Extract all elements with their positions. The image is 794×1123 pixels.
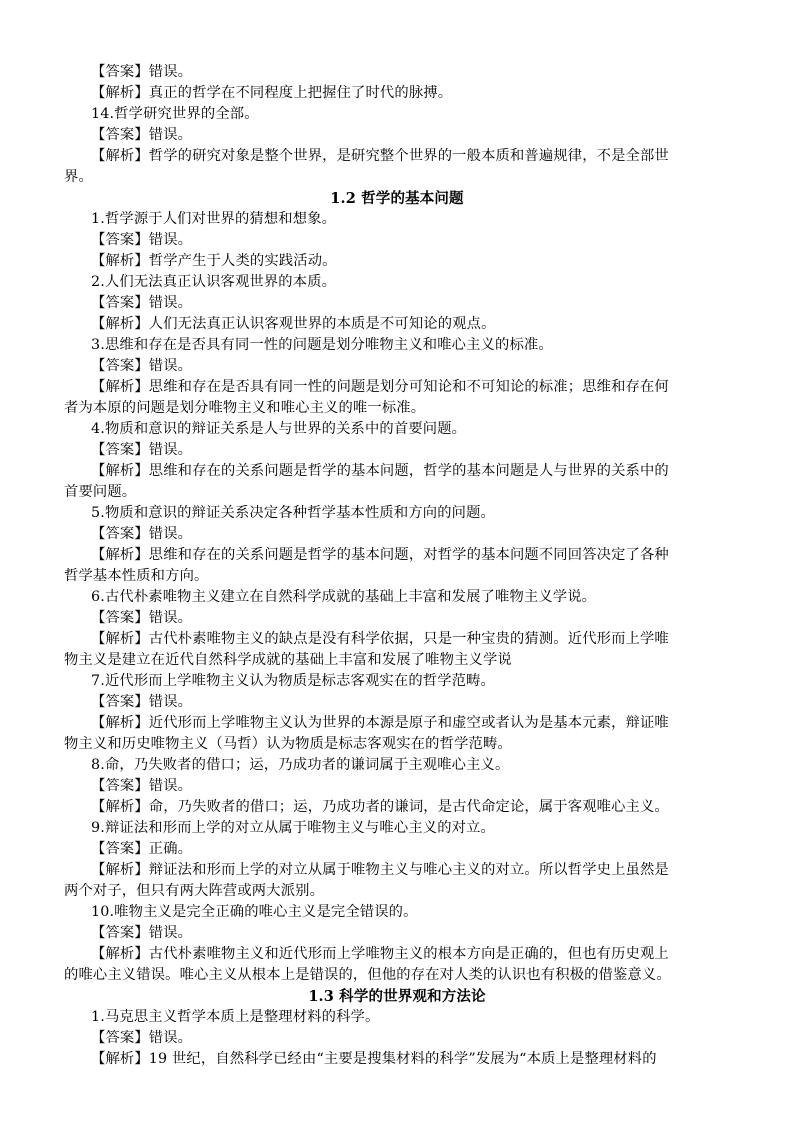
section-heading: 1.2 哲学的基本问题 xyxy=(330,190,464,207)
answer-line: 【答案】错误。 xyxy=(91,694,193,710)
question-line: 7.近代形而上学唯物主义认为物质是标志客观实在的哲学范畴。 xyxy=(91,673,496,689)
answer-line: 【答案】错误。 xyxy=(91,358,193,374)
paragraph-continuation: 两个对子，但只有两大阵营或两大派别。 xyxy=(64,883,325,899)
question-line: 3.思维和存在是否具有同一性的问题是划分唯物主义和唯心主义的标准。 xyxy=(91,337,553,353)
explanation-line: 【解析】古代朴素唯物主义的缺点是没有科学依据，只是一种宝贵的猜测。近代形而上学唯 xyxy=(91,631,669,647)
answer-line: 【答案】错误。 xyxy=(91,442,193,458)
answer-line: 【答案】错误。 xyxy=(91,64,193,80)
explanation-line: 【解析】命，乃失败者的借口；运，乃成功者的谦词，是古代命定论，属于客观唯心主义。 xyxy=(91,799,669,815)
explanation-line: 【解析】古代朴素唯物主义和近代形而上学唯物主义的根本方向是正确的，但也有历史观上 xyxy=(91,946,669,962)
paragraph-continuation: 物主义是建立在近代自然科学成就的基础上丰富和发展了唯物主义学说 xyxy=(64,652,512,668)
answer-line: 【答案】错误。 xyxy=(91,232,193,248)
answer-line: 【答案】错误。 xyxy=(91,610,193,626)
explanation-line: 【解析】哲学的研究对象是整个世界，是研究整个世界的一般本质和普遍规律，不是全部世 xyxy=(91,148,669,164)
answer-line: 【答案】正确。 xyxy=(91,841,193,857)
explanation-line: 【解析】哲学产生于人类的实践活动。 xyxy=(91,253,337,269)
explanation-line: 【解析】人们无法真正认识客观世界的本质是不可知论的观点。 xyxy=(91,316,496,332)
explanation-line: 【解析】19 世纪，自然科学已经由“主要是搜集材料的科学”发展为“本质上是整理材料的 xyxy=(91,1051,657,1067)
paragraph-continuation: 者为本原的问题是划分唯物主义和唯心主义的唯一标准。 xyxy=(64,400,426,416)
question-line: 2.人们无法真正认识客观世界的本质。 xyxy=(91,274,337,290)
answer-line: 【答案】错误。 xyxy=(91,127,193,143)
question-line: 6.古代朴素唯物主义建立在自然科学成就的基础上丰富和发展了唯物主义学说。 xyxy=(91,589,597,605)
explanation-line: 【解析】近代形而上学唯物主义认为世界的本源是原子和虚空或者认为是基本元素，辩证唯 xyxy=(91,715,669,731)
paragraph-continuation: 物主义和历史唯物主义（马哲）认为物质是标志客观实在的哲学范畴。 xyxy=(64,736,512,752)
paragraph-continuation: 首要问题。 xyxy=(64,484,137,500)
paragraph-continuation: 哲学基本性质和方向。 xyxy=(64,568,209,584)
question-line: 5.物质和意识的辩证关系决定各种哲学基本性质和方向的问题。 xyxy=(91,505,496,521)
question-line: 8.命，乃失败者的借口；运，乃成功者的谦词属于主观唯心主义。 xyxy=(91,757,510,773)
paragraph-continuation: 的唯心主义错误。唯心主义从根本上是错误的，但他的存在对人类的认识也有积极的借鉴意义。 xyxy=(64,967,671,983)
answer-line: 【答案】错误。 xyxy=(91,925,193,941)
explanation-line: 【解析】真正的哲学在不同程度上把握住了时代的脉搏。 xyxy=(91,85,453,101)
question-line: 14.哲学研究世界的全部。 xyxy=(91,106,259,122)
explanation-line: 【解析】思维和存在的关系问题是哲学的基本问题，哲学的基本问题是人与世界的关系中的 xyxy=(91,463,669,479)
answer-line: 【答案】错误。 xyxy=(91,778,193,794)
question-line: 4.物质和意识的辩证关系是人与世界的关系中的首要问题。 xyxy=(91,421,467,437)
question-line: 1.马克思主义哲学本质上是整理材料的科学。 xyxy=(91,1009,380,1025)
answer-line: 【答案】错误。 xyxy=(91,1030,193,1046)
explanation-line: 【解析】辩证法和形而上学的对立从属于唯物主义与唯心主义的对立。所以哲学史上虽然是 xyxy=(91,862,669,878)
paragraph-continuation: 界。 xyxy=(64,169,93,185)
explanation-line: 【解析】思维和存在的关系问题是哲学的基本问题，对哲学的基本问题不同回答决定了各种 xyxy=(91,547,669,563)
question-line: 1.哲学源于人们对世界的猜想和想象。 xyxy=(91,211,337,227)
question-line: 10.唯物主义是完全正确的唯心主义是完全错误的。 xyxy=(91,904,418,920)
answer-line: 【答案】错误。 xyxy=(91,526,193,542)
question-line: 9.辩证法和形而上学的对立从属于唯物主义与唯心主义的对立。 xyxy=(91,820,496,836)
section-heading: 1.3 科学的世界观和方法论 xyxy=(308,988,486,1005)
explanation-line: 【解析】思维和存在是否具有同一性的问题是划分可知论和不可知论的标准；思维和存在何 xyxy=(91,379,669,395)
answer-line: 【答案】错误。 xyxy=(91,295,193,311)
